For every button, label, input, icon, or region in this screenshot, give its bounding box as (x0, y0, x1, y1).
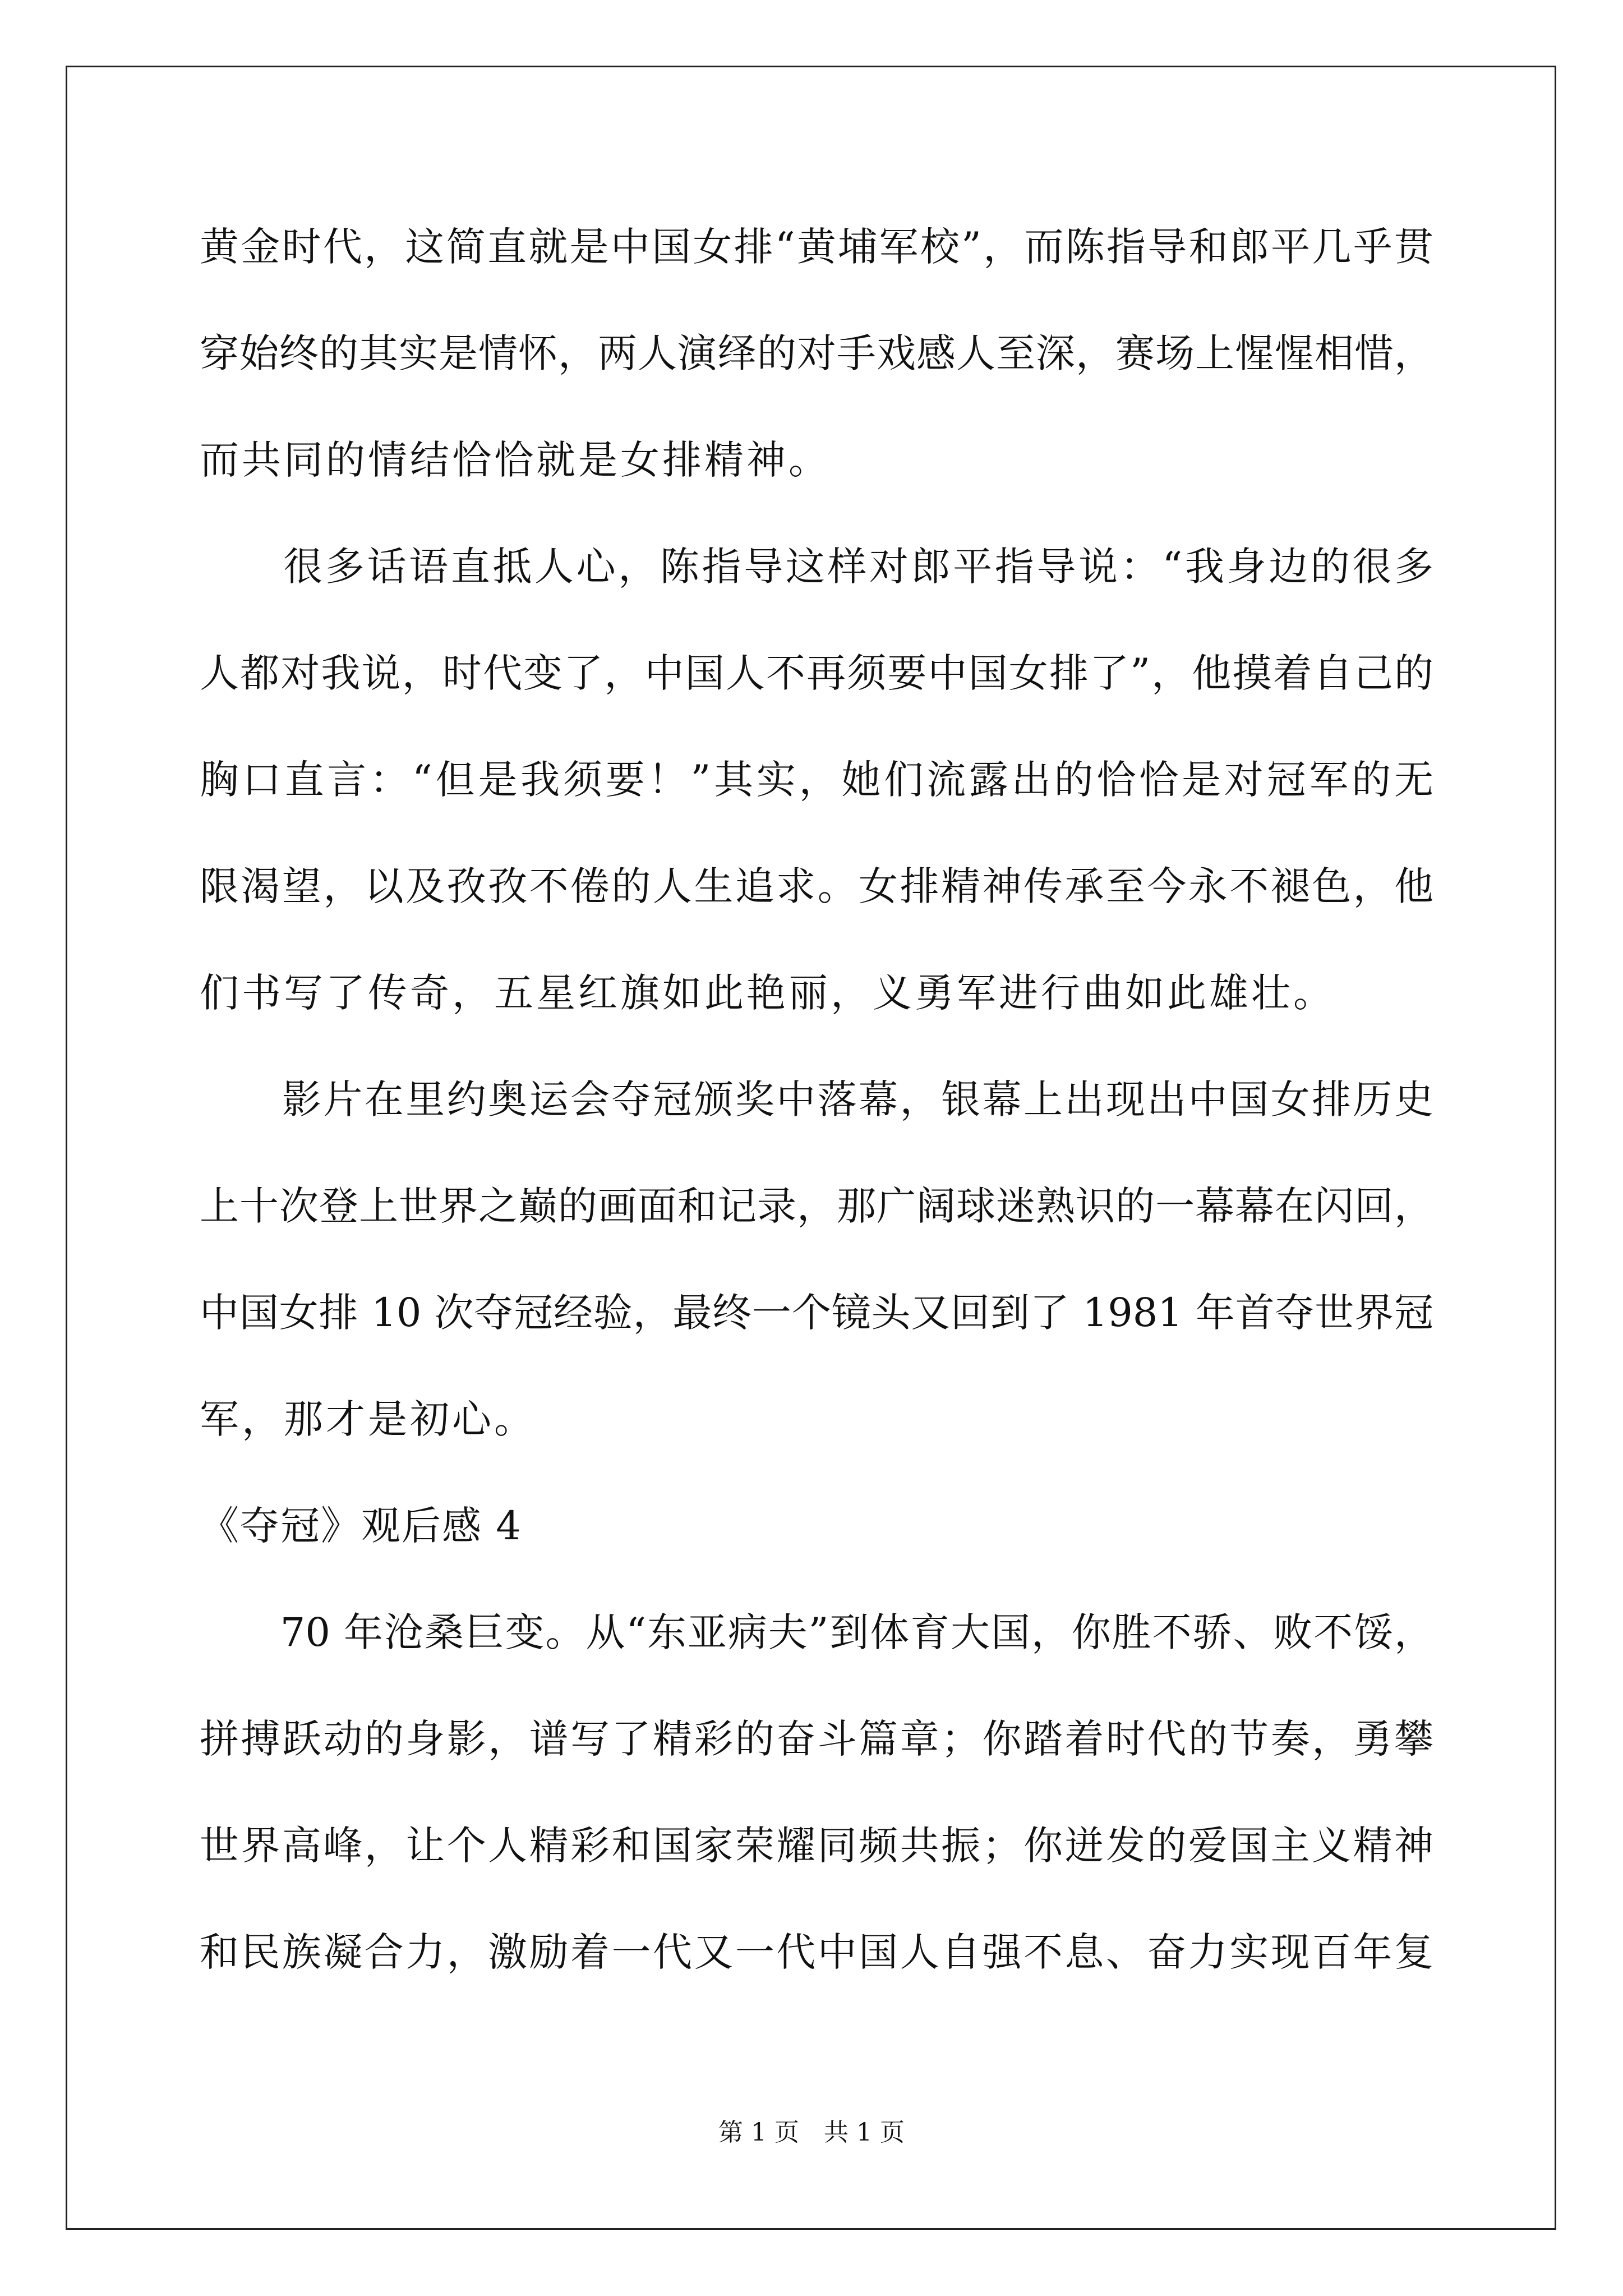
section-heading: 《夺冠》观后感 4 (200, 1503, 522, 1549)
page-border (66, 66, 1556, 2230)
body-line-13: 70 年沧桑巨变。从“东亚病夫”到体育大国，你胜不骄、败不馁， (200, 1609, 1433, 1655)
body-line-9: 影片在里约奥运会夺冠颁奖中落幕，银幕上出现出中国女排历史 (200, 1076, 1433, 1122)
body-line-7: 限渴望，以及孜孜不倦的人生追求。女排精神传承至今永不褪色，他 (200, 863, 1433, 909)
body-line-2: 穿始终的其实是情怀，两人演绎的对手戏感人至深，赛场上惺惺相惜， (200, 330, 1433, 376)
body-line-8: 们书写了传奇，五星红旗如此艳丽，义勇军进行曲如此雄壮。 (200, 970, 1335, 1016)
body-line-12: 军，那才是初心。 (200, 1396, 536, 1442)
page-footer: 第 1 页 共 1 页 (718, 2118, 905, 2147)
body-line-4: 很多话语直抵人心，陈指导这样对郎平指导说：“我身边的很多 (200, 544, 1433, 590)
body-line-15: 世界高峰，让个人精彩和国家荣耀同频共振；你迸发的爱国主义精神 (200, 1823, 1433, 1869)
body-line-14: 拼搏跃动的身影，谱写了精彩的奋斗篇章；你踏着时代的节奏，勇攀 (200, 1716, 1433, 1762)
body-line-1: 黄金时代，这简直就是中国女排“黄埔军校”，而陈指导和郎平几乎贯 (200, 224, 1433, 270)
body-line-11: 中国女排 10 次夺冠经验，最终一个镜头又回到了 1981 年首夺世界冠 (200, 1290, 1433, 1336)
body-line-6: 胸口直言：“但是我须要！”其实，她们流露出的恰恰是对冠军的无 (200, 757, 1433, 803)
body-line-16: 和民族凝合力，激励着一代又一代中国人自强不息、奋力实现百年复 (200, 1929, 1433, 1975)
body-line-10: 上十次登上世界之巅的画面和记录，那广阔球迷熟识的一幕幕在闪回， (200, 1183, 1433, 1229)
body-line-3: 而共同的情结恰恰就是女排精神。 (200, 437, 831, 483)
body-line-5: 人都对我说，时代变了，中国人不再须要中国女排了”，他摸着自己的 (200, 650, 1433, 696)
